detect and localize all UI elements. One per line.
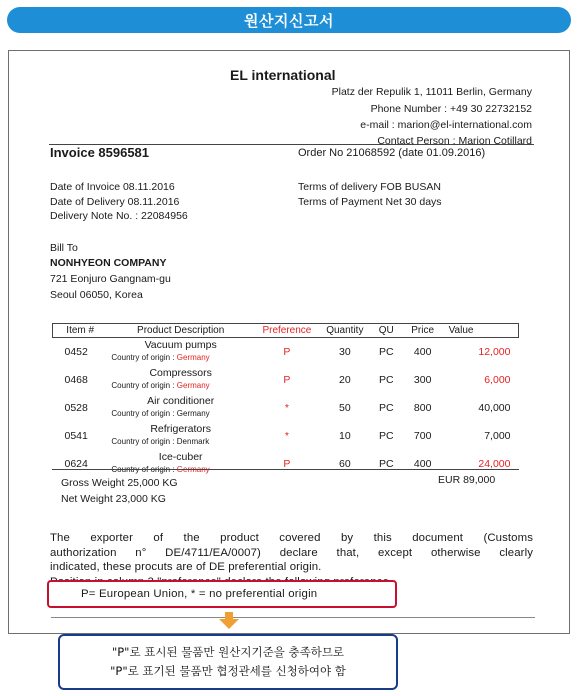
net-weight: Net Weight 23,000 KG xyxy=(61,493,166,505)
invoice-total: EUR 89,000 xyxy=(438,474,496,486)
item-number: 0624 xyxy=(64,457,88,470)
country-of-origin xyxy=(107,353,254,363)
product-name: Vacuum pumps xyxy=(144,339,217,352)
date-of-invoice: Date of Invoice 08.11.2016 xyxy=(50,181,175,193)
product-name: Refrigerators xyxy=(150,423,212,435)
gross-weight: Gross Weight 25,000 KG xyxy=(61,477,178,489)
product-description xyxy=(107,338,254,366)
quantity: 20 xyxy=(339,373,351,386)
item-number: 0452 xyxy=(64,345,88,358)
quantity: 30 xyxy=(339,345,351,358)
quantity: 50 xyxy=(339,401,351,414)
item-number: 0468 xyxy=(64,373,88,386)
terms-of-delivery: Terms of delivery FOB BUSAN xyxy=(298,181,441,193)
col-qu: QU xyxy=(370,324,403,338)
preference-mark: P xyxy=(283,345,291,358)
country-of-origin xyxy=(107,465,254,475)
items-table xyxy=(52,323,519,478)
delivery-note: Delivery Note No. : 22084956 xyxy=(50,210,188,222)
contact-person: Contact Person : Marion Cotillard xyxy=(377,135,532,147)
quantity: 10 xyxy=(339,429,351,442)
price: 400 xyxy=(413,345,432,358)
col-value: Value xyxy=(443,324,519,338)
order-number: Order No 21068592 (date 01.09.2016) xyxy=(298,147,486,159)
table-bottom-divider xyxy=(52,469,519,470)
product-description xyxy=(107,394,254,422)
price: 300 xyxy=(413,373,432,386)
item-number: 0541 xyxy=(64,429,88,442)
col-preference: Preference xyxy=(254,324,320,338)
product-name: Ice-cuber xyxy=(158,451,203,463)
item-number: 0528 xyxy=(64,401,88,414)
quantity-unit: PC xyxy=(378,401,394,414)
origin-country: Germany xyxy=(176,381,210,390)
origin-label: Country of origin : xyxy=(111,437,177,446)
origin-country: Germany xyxy=(176,465,210,474)
declaration-line: The exporter of the product covered by this document (Customs xyxy=(50,532,533,544)
preference-legend-highlight xyxy=(47,580,397,608)
declaration-line: authorization n° DE/4711/EA/0007) declare that, except otherwise clearly xyxy=(50,546,533,559)
company-address: Platz der Repulik 1, 11011 Berlin, Germany xyxy=(331,86,532,98)
declaration-line: indicated, these procuts are of DE preferential origin. xyxy=(50,561,322,574)
quantity-unit: PC xyxy=(378,345,394,358)
company-name: EL international xyxy=(230,67,336,83)
origin-label: Country of origin : xyxy=(111,465,177,474)
origin-country: Germany xyxy=(176,409,210,418)
col-description: Product Description xyxy=(107,324,254,338)
quantity-unit: PC xyxy=(378,457,394,470)
invoice-number: Invoice 8596581 xyxy=(50,145,150,160)
preference-mark: P xyxy=(283,457,291,470)
price: 800 xyxy=(413,401,432,414)
origin-label: Country of origin : xyxy=(111,353,177,363)
col-item: Item # xyxy=(53,324,108,338)
product-name: Compressors xyxy=(149,367,212,379)
preference-mark: * xyxy=(284,429,289,442)
callout-line-2: "P"로 표기된 물품만 협정관세를 신청하여야 함 xyxy=(110,664,346,678)
country-of-origin xyxy=(107,409,254,419)
preference-legend: P= European Union, * = no preferential origin xyxy=(81,588,318,600)
terms-of-payment: Terms of Payment Net 30 days xyxy=(298,196,442,208)
bill-to-address1: 721 Eonjuro Gangnam-gu xyxy=(50,273,171,285)
callout-line-1: "P"로 표시된 물품만 원산지기준을 충족하므로 xyxy=(111,645,345,659)
line-value: 40,000 xyxy=(478,401,511,414)
table-row xyxy=(53,394,519,422)
table-row xyxy=(53,338,519,366)
footer-divider xyxy=(51,617,535,618)
product-name: Air conditioner xyxy=(147,395,215,407)
company-email: e-mail : marion@el-international.com xyxy=(360,119,532,131)
origin-country: Denmark xyxy=(176,437,210,446)
country-of-origin xyxy=(107,381,254,391)
product-description xyxy=(107,366,254,394)
down-arrow-head-icon xyxy=(219,619,239,629)
origin-country: Germany xyxy=(176,353,210,363)
col-quantity: Quantity xyxy=(320,324,370,338)
table-row xyxy=(53,366,519,394)
preference-mark: P xyxy=(283,373,291,386)
product-description xyxy=(107,422,254,450)
line-value: 7,000 xyxy=(484,429,511,442)
origin-label: Country of origin : xyxy=(111,381,177,390)
quantity-unit: PC xyxy=(378,429,394,442)
line-value: 24,000 xyxy=(478,457,511,470)
quantity-unit: PC xyxy=(378,373,394,386)
table-row xyxy=(53,422,519,450)
bill-to-label: Bill To xyxy=(50,242,78,254)
company-phone: Phone Number : +49 30 22732152 xyxy=(370,103,532,115)
price: 700 xyxy=(413,429,432,442)
invoice-document xyxy=(8,50,570,634)
col-price: Price xyxy=(403,324,443,338)
page-banner: 원산지신고서 xyxy=(7,7,571,33)
bill-to-name: NONHYEON COMPANY xyxy=(50,257,167,269)
country-of-origin xyxy=(107,437,254,447)
date-of-delivery: Date of Delivery 08.11.2016 xyxy=(50,196,180,208)
line-value: 12,000 xyxy=(478,345,511,358)
product-description xyxy=(107,450,254,478)
items-table-header xyxy=(53,324,519,338)
quantity: 60 xyxy=(339,457,351,470)
origin-label: Country of origin : xyxy=(111,409,177,418)
price: 400 xyxy=(413,457,432,470)
explanation-callout xyxy=(58,634,398,690)
preference-mark: * xyxy=(284,401,289,414)
line-value: 6,000 xyxy=(484,373,511,386)
bill-to-address2: Seoul 06050, Korea xyxy=(50,289,143,301)
